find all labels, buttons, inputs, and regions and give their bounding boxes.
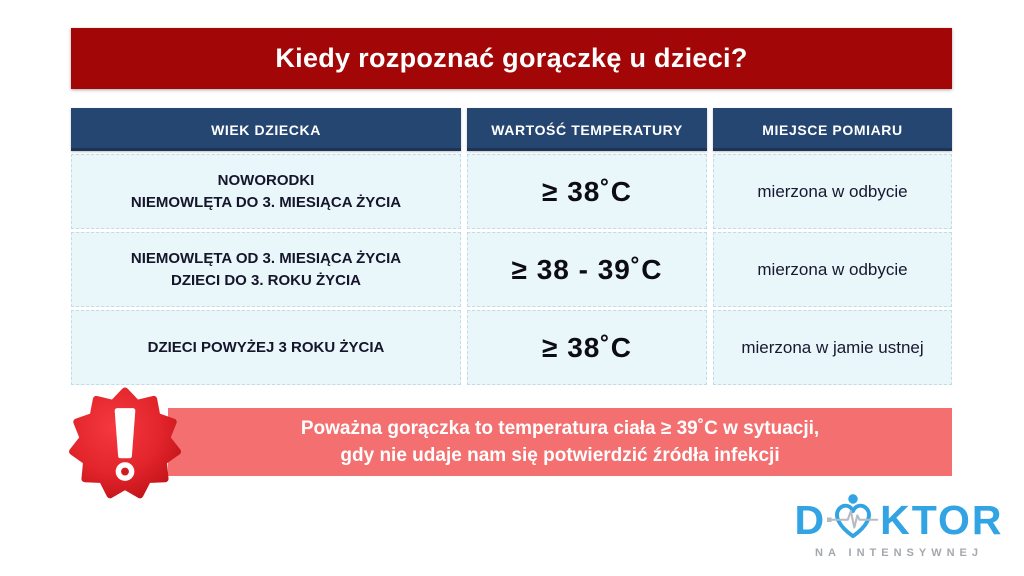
table-row-1-temperature: ≥ 38˚C <box>467 154 707 229</box>
table-row-1-age <box>71 154 461 229</box>
title-banner <box>71 28 952 89</box>
table-row-3-age <box>71 310 461 385</box>
logo-text-d: D <box>794 497 827 543</box>
logo-subtitle: NA INTENSYWNEJ <box>815 547 983 559</box>
column-header-age: WIEK DZIECKA <box>71 108 461 151</box>
table-row-3-temperature: ≥ 38˚C <box>467 310 707 385</box>
table-row-2-place: mierzona w odbycie <box>713 232 952 307</box>
logo-wordmark <box>786 494 1012 546</box>
fever-table <box>71 108 952 385</box>
table-row-2-temperature: ≥ 38 - 39˚C <box>467 232 707 307</box>
exclamation-badge-icon <box>66 385 184 503</box>
logo-text-ktor: KTOR <box>880 497 1004 543</box>
age-line: DZIECI POWYŻEJ 3 ROKU ŻYCIA <box>147 338 385 356</box>
age-line: NIEMOWLĘTA OD 3. MIESIĄCA ŻYCIA <box>130 249 402 267</box>
warning-text-line1: Poważna gorączka to temperatura ciała ≥ 39˚C w sytuacji, <box>300 418 820 439</box>
heart-ekg-icon <box>827 492 879 544</box>
warning-banner <box>168 408 952 476</box>
warning-text-line2: gdy nie udaje nam się potwierdzić źródła infekcji <box>340 445 780 466</box>
table-row-2-age <box>71 232 461 307</box>
doktor-logo <box>786 494 1012 559</box>
column-header-place: MIEJSCE POMIARU <box>713 108 952 151</box>
age-line: DZIECI DO 3. ROKU ŻYCIA <box>170 271 361 289</box>
table-row-1-place: mierzona w odbycie <box>713 154 952 229</box>
age-line: NIEMOWLĘTA DO 3. MIESIĄCA ŻYCIA <box>130 193 402 211</box>
age-line: NOWORODKI <box>217 171 315 189</box>
page-title: Kiedy rozpoznać gorączkę u dzieci? <box>275 43 748 73</box>
column-header-temperature: WARTOŚĆ TEMPERATURY <box>467 108 707 151</box>
table-row-3-place: mierzona w jamie ustnej <box>713 310 952 385</box>
